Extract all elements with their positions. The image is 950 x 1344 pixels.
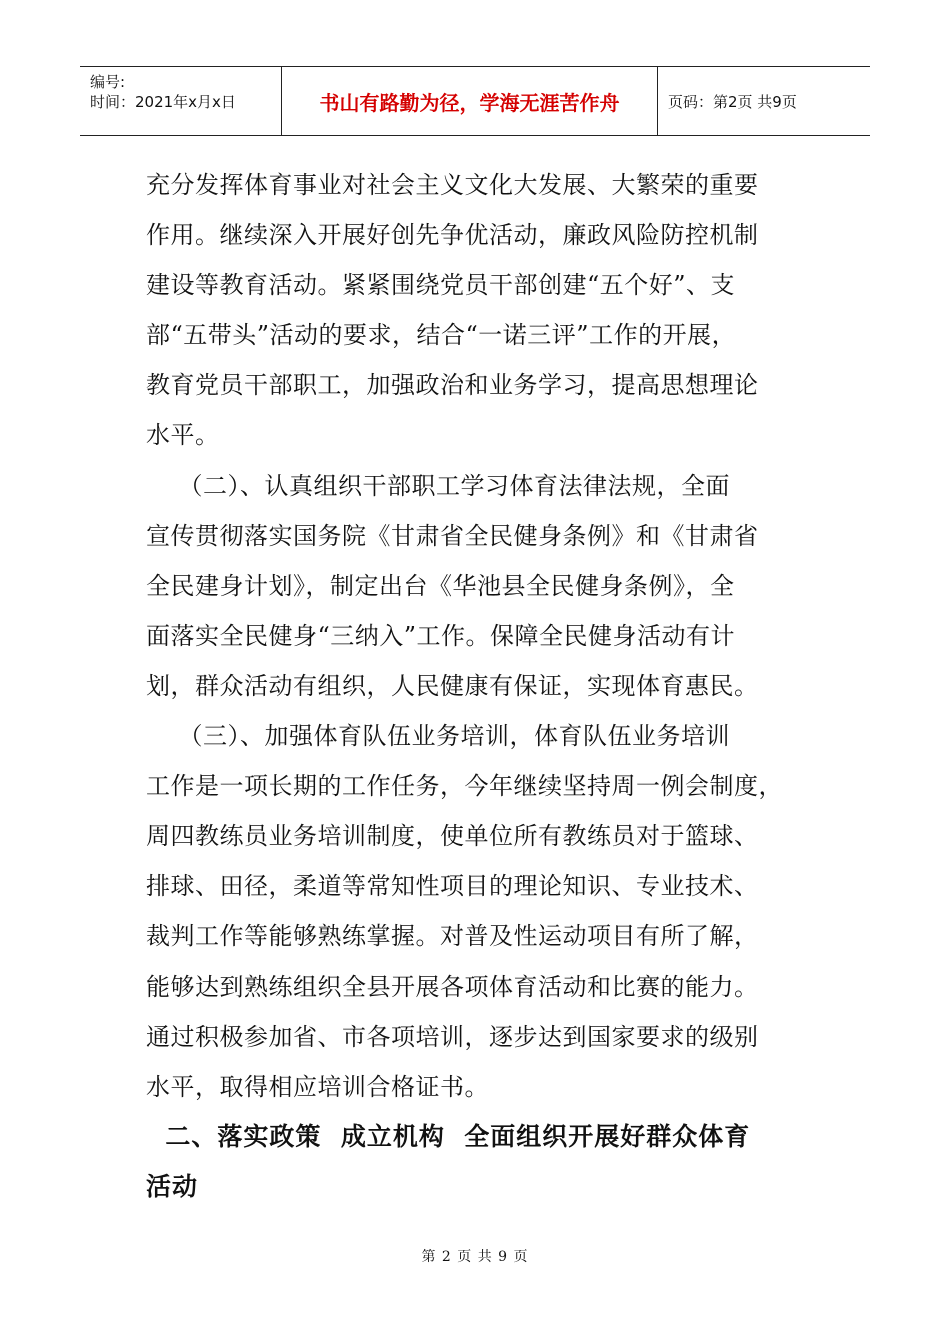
body-paragraph bbox=[146, 160, 806, 461]
body-line: 教育党员干部职工，加强政治和业务学习，提高思想理论 bbox=[146, 371, 759, 400]
header-page-cell bbox=[658, 67, 870, 135]
heading-line: 活动 bbox=[146, 1171, 199, 1201]
body-line: 充分发挥体育事业对社会主义文化大发展、大繁荣的重要 bbox=[146, 171, 759, 199]
body-line: 裁判工作等能够熟练掌握。对普及性运动项目有所了解， bbox=[146, 922, 759, 951]
body-line: 部“五带头”活动的要求，结合“一诺三评”工作的开展， bbox=[146, 321, 737, 350]
body-paragraph bbox=[146, 711, 806, 1112]
header-page-code: 页码：第2页 共9页 bbox=[668, 93, 797, 111]
body-line: 宣传贯彻落实国务院《甘肃省全民健身条例》和《甘肃省 bbox=[146, 521, 759, 550]
body-line: 工作是一项长期的工作任务，今年继续坚持周一例会制度， bbox=[146, 772, 783, 801]
body-line: 划，群众活动有组织，人民健康有保证，实现体育惠民。 bbox=[146, 671, 759, 700]
body-line: 全民建身计划》，制定出台《华池县全民健身条例》，全 bbox=[146, 571, 735, 600]
body-line: 水平，取得相应培训合格证书。 bbox=[146, 1072, 489, 1101]
body-line: 排球、田径，柔道等常知性项目的理论知识、专业技术、 bbox=[146, 872, 759, 901]
body-line: （三）、加强体育队伍业务培训，体育队伍业务培训 bbox=[146, 722, 731, 751]
body-line: 面落实全民健身“三纳入”工作。保障全民健身活动有计 bbox=[146, 621, 736, 650]
header-meta-cell bbox=[80, 67, 282, 135]
section-heading bbox=[146, 1112, 806, 1212]
header-motto: 书山有路勤为径，学海无涯苦作舟 bbox=[319, 91, 620, 115]
body-line: 作用。继续深入开展好创先争优活动，廉政风险防控机制 bbox=[146, 221, 759, 250]
document-body bbox=[146, 160, 806, 1212]
body-line: 能够达到熟练组织全县开展各项体育活动和比赛的能力。 bbox=[146, 972, 759, 1001]
page-footer: 第 2 页 共 9 页 bbox=[421, 1249, 529, 1265]
document-header bbox=[80, 66, 870, 136]
heading-line: 二、落实政策 成立机构 全面组织开展好群众体育 bbox=[146, 1121, 751, 1151]
body-line: （二）、认真组织干部职工学习体育法律法规，全面 bbox=[146, 471, 731, 500]
body-line: 水平。 bbox=[146, 421, 220, 450]
document-number-label: 编号: bbox=[90, 73, 126, 91]
body-line: 周四教练员业务培训制度，使单位所有教练员对于篮球、 bbox=[146, 822, 759, 851]
header-motto-cell bbox=[282, 67, 658, 135]
body-paragraph bbox=[146, 461, 806, 711]
document-time-label: 时间：2021年x月x日 bbox=[90, 93, 236, 111]
body-line: 通过积极参加省、市各项培训，逐步达到国家要求的级别 bbox=[146, 1022, 759, 1051]
body-line: 建设等教育活动。紧紧围绕党员干部创建“五个好”、支 bbox=[146, 271, 736, 300]
